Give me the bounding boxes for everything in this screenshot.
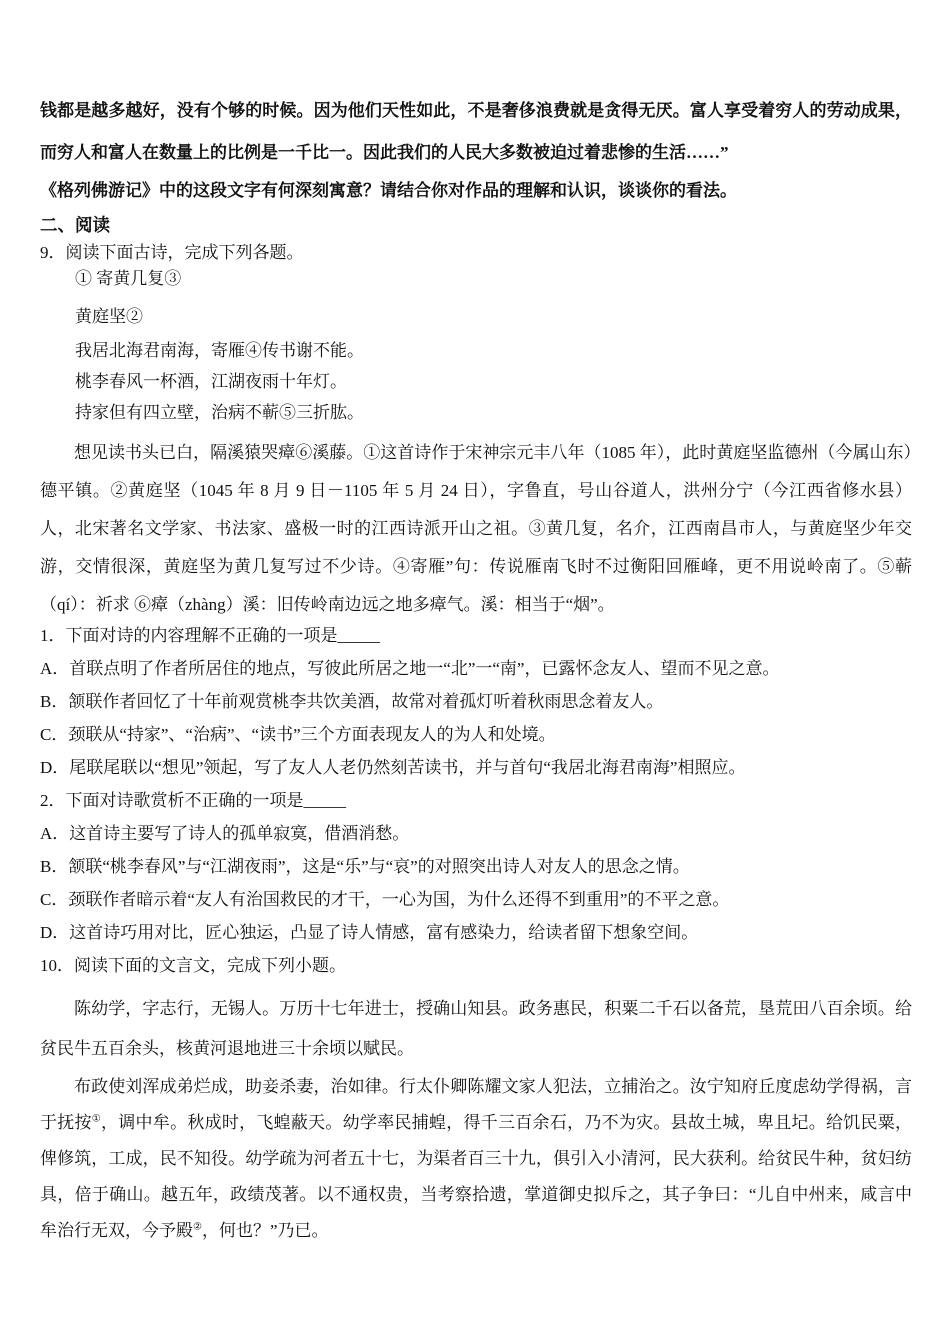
note-reference-1: ① [91, 1113, 102, 1125]
poem-line-2: 桃李春风一杯酒，江湖夜雨十年灯。 [75, 372, 347, 391]
intro-question-paragraph: 《格列佛游记》中的这段文字有何深刻寓意？请结合你对作品的理解和认识，谈谈你的看法。 [40, 181, 737, 200]
classical-passage-paragraph-1: 陈幼学，字志行，无锡人。万历十七年进士，授确山知县。政务惠民，积粟二千石以备荒，垦荒田八百余顷。给贫民牛五百余头，核黄河退地进三十余顷以赋民。 [40, 999, 912, 1058]
sub-question-2-option-d: D．这首诗巧用对比，匠心独运，凸显了诗人情感，富有感染力，给读者留下想象空间。 [40, 923, 699, 942]
poem-author: 黄庭坚② [75, 307, 143, 326]
sub-question-1-option-c: C．颈联从“持家”、“治病”、“读书”三个方面表现友人的为人和处境。 [40, 725, 556, 744]
poem-line-3: 持家但有四立壁，治病不蕲⑤三折肱。 [75, 403, 364, 422]
sub-question-1-option-d: D．尾联尾联以“想见”领起，写了友人人老仍然刻苦读书，并与首句“我居北海君南海”相照应。 [40, 758, 746, 777]
sub-question-1-option-a: A．首联点明了作者所居住的地点，写彼此所居之地一“北”一“南”，已露怀念友人、望而不见之意。 [40, 659, 780, 678]
note-reference-2: ② [193, 1221, 202, 1233]
sub-question-2-stem: 2．下面对诗歌赏析不正确的一项是_____ [40, 791, 346, 810]
sub-question-1-option-b: B．颔联作者回忆了十年前观赏桃李共饮美酒，故常对着孤灯听着秋雨思念着友人。 [40, 692, 664, 711]
passage-2-segment-b: ，调中牟。秋成时，飞蝗蔽天。幼学率民捕蝗，得千三百余石，乃不为灾。县故土城，卑且圮。给饥民粟，俾修筑，工成，民不知役。幼学疏为河者五十七，为渠者百三十九，俱引入小清河，民大获利。给贫民牛种，贫妇纺具，倍于确山。越五年，政绩茂著。以不通权贵，当考察拾遗，掌道御史拟斥之，其子争曰：“儿自中州来，咸言中牟治行无双，今予殿 [40, 1113, 913, 1240]
classical-passage-paragraph-2 [40, 1069, 912, 1249]
sub-question-2-option-b: B．颔联“桃李春风”与“江湖夜雨”，这是“乐”与“哀”的对照突出诗人对友人的思念之情。 [40, 857, 690, 876]
question-10-stem: 10．阅读下面的文言文，完成下列小题。 [40, 956, 346, 975]
passage-2-segment-c: ，何也？”乃已。 [201, 1221, 329, 1240]
question-9-stem: 9．阅读下面古诗，完成下列各题。 [40, 243, 304, 262]
sub-question-2-option-c: C．颈联作者暗示着“友人有治国救民的才干，一心为国，为什么还得不到重用”的不平之意。 [40, 890, 730, 909]
poem-block [75, 269, 912, 423]
sub-question-1-stem: 1．下面对诗的内容理解不正确的一项是_____ [40, 626, 380, 645]
section-title-reading: 二、阅读 [40, 215, 110, 235]
sub-question-2-option-a: A．这首诗主要写了诗人的孤单寂寞，借酒消愁。 [40, 824, 410, 843]
poem-line-1: 我居北海君南海，寄雁④传书谢不能。 [75, 341, 364, 360]
intro-quote-paragraph: 钱都是越多越好，没有个够的时候。因为他们天性如此，不是奢侈浪费就是贪得无厌。富人享受着穷人的劳动成果，而穷人和富人在数量上的比例是一千比一。因此我们的人民大多数被迫过着悲惨的生活……” [40, 101, 912, 162]
passage-2-segment-a: 布政使刘浑成弟烂成，助妾杀妻，治如律。行太仆卿陈耀文家人犯法，立捕治之。汝宁知府丘度虑幼学得祸，言于抚按 [40, 1077, 912, 1132]
poem-notes-paragraph: 想见读书头已白，隔溪猿哭瘴⑥溪藤。①这首诗作于宋神宗元丰八年（1085 年），此时黄庭坚监德州（今属山东）德平镇。②黄庭坚（1045 年 8 月 9 日－1105 年 5 月 24 日），字鲁直，号山谷道人，洪州分宁（今江西省修水县）人，北宋著名文学家、书法家、盛极一时的江西诗派开山之祖。③黄几复，名介，江西南昌市人，与黄庭坚少年交游，交情很深，黄庭坚为黄几复写过不少诗。④寄雁”句：传说雁南飞时不过衡阳回雁峰，更不用说岭南了。⑤蕲（qí）：祈求 ⑥瘴（zhàng）溪：旧传岭南边远之地多瘴气。溪：相当于“烟”。 [40, 443, 912, 614]
poem-title: ① 寄黄几复③ [75, 269, 182, 288]
